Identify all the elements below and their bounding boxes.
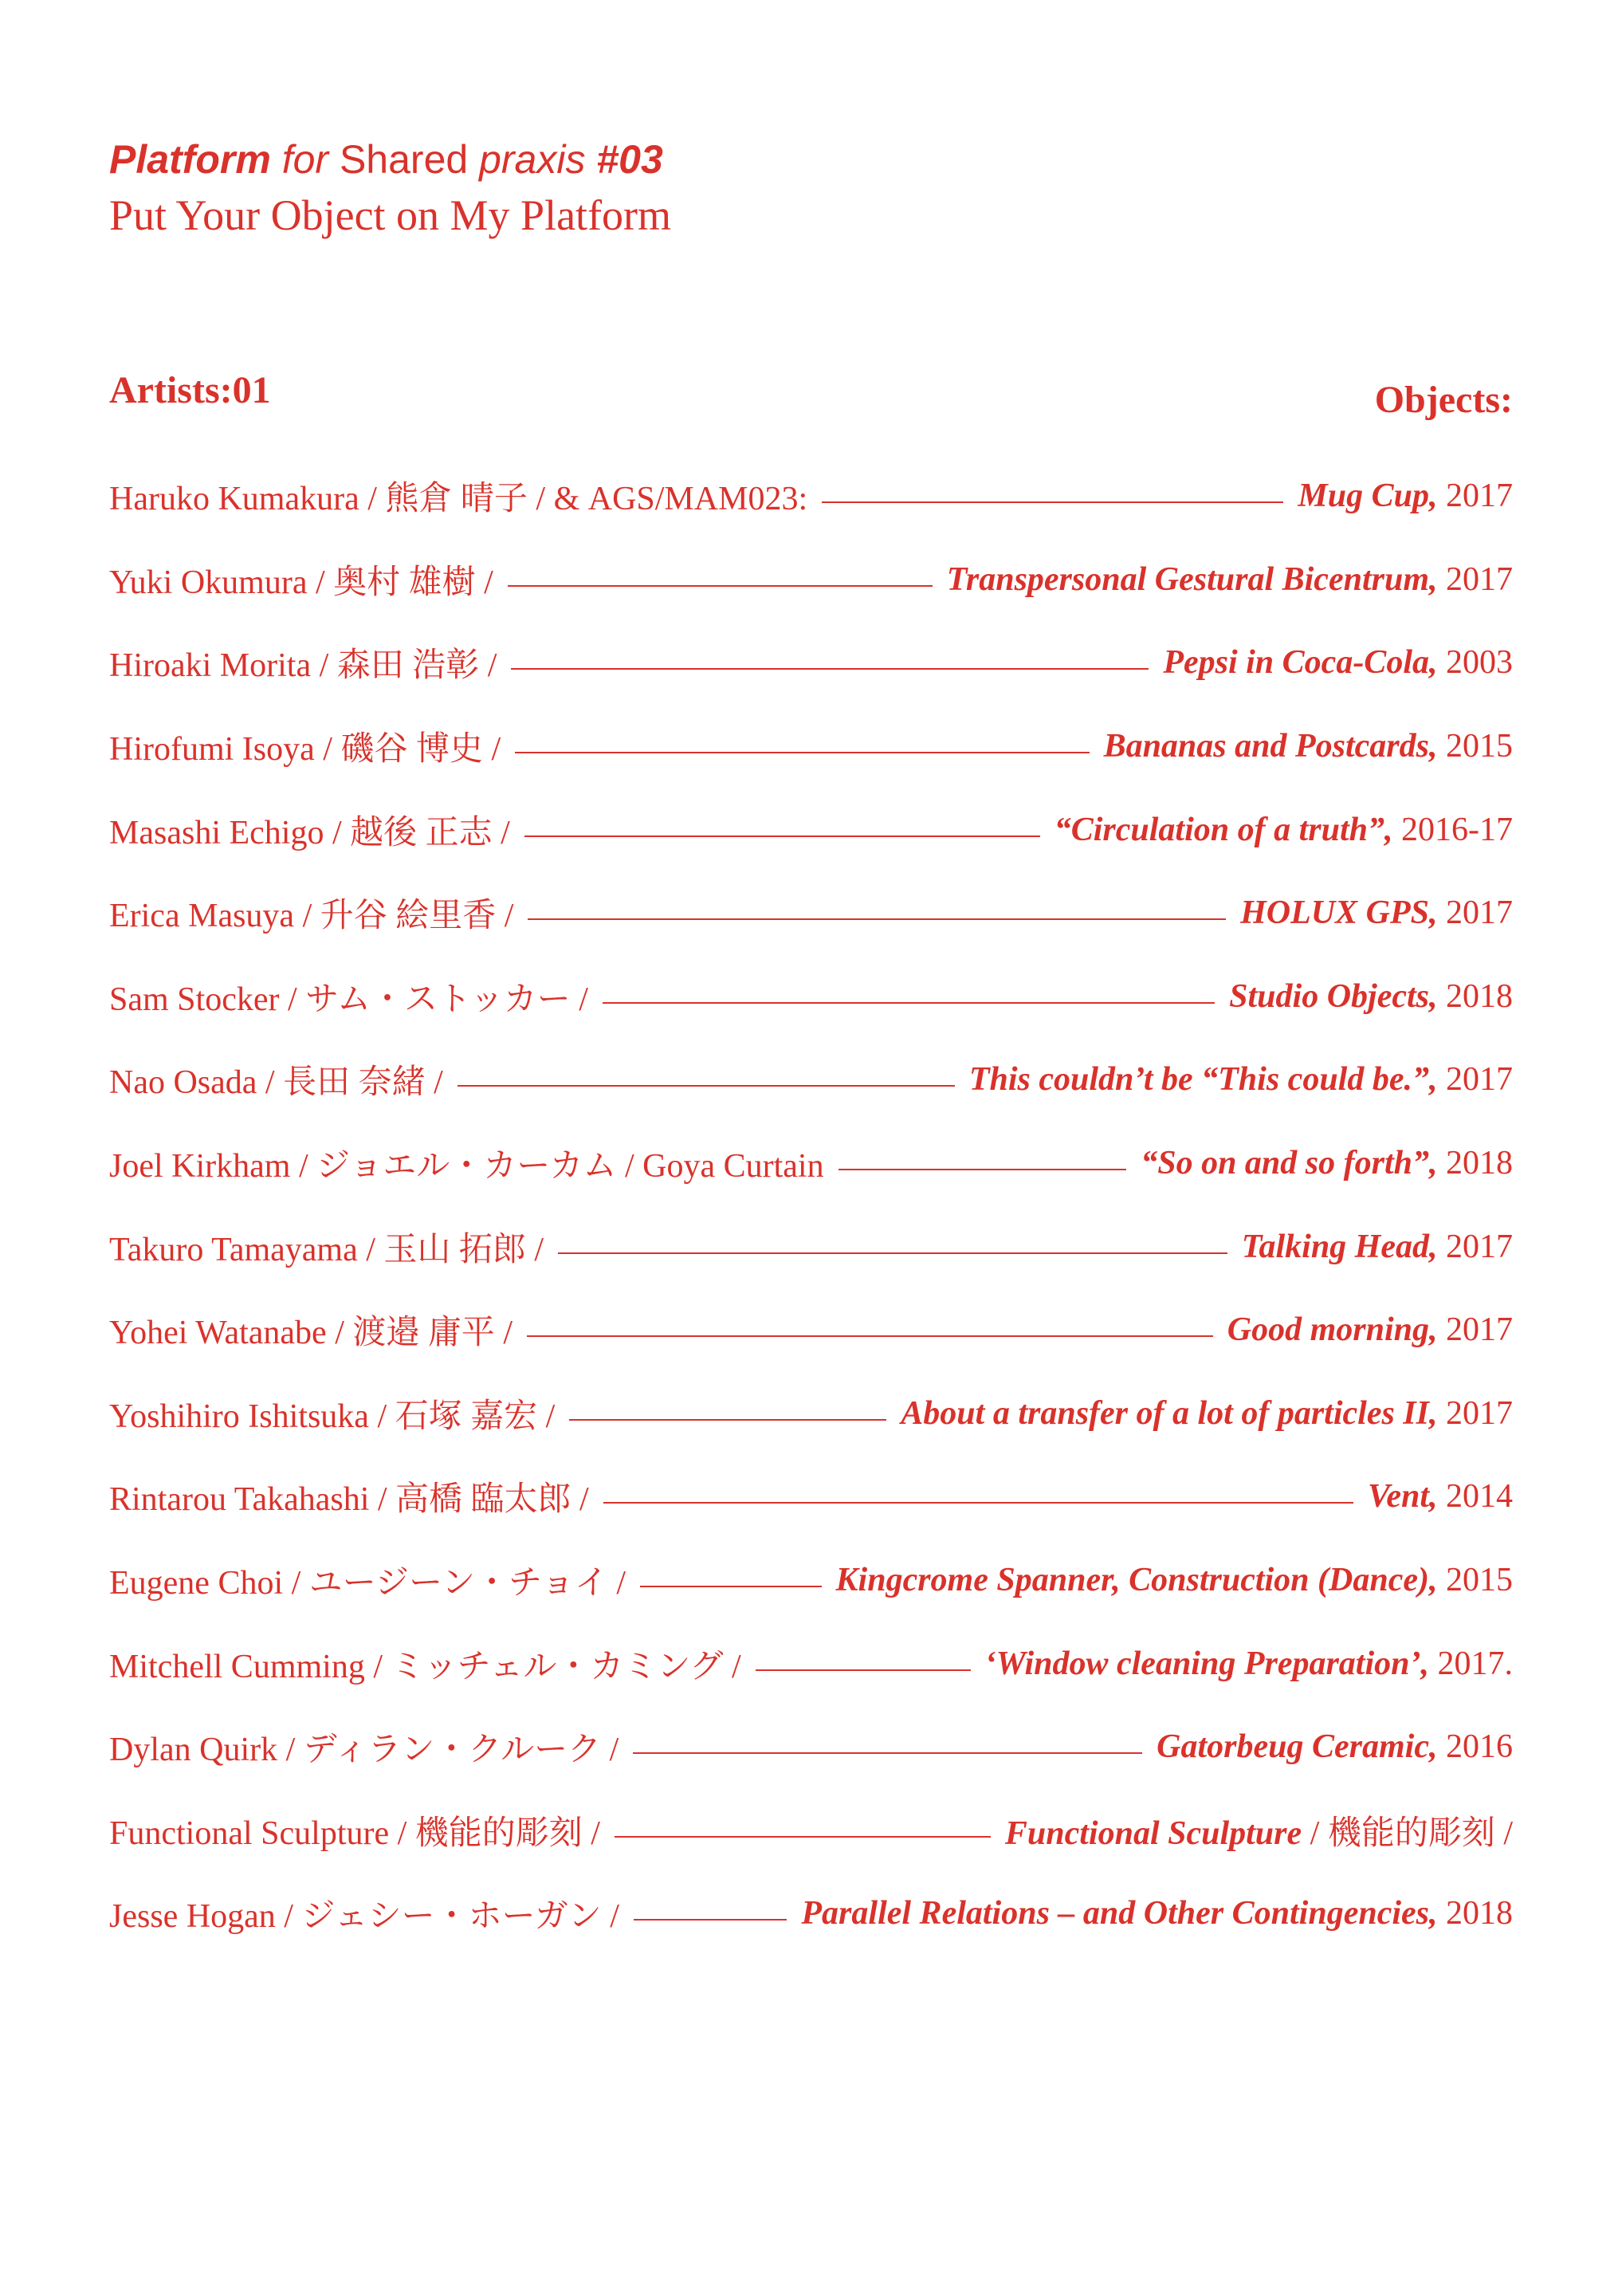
- object-year: 2017: [1437, 1228, 1513, 1265]
- artist-name: Eugene Choi / ユージーン・チョイ /: [109, 1565, 626, 1602]
- artist-name: Functional Sculpture / 機能的彫刻 /: [109, 1814, 600, 1852]
- object-year: 2016-17: [1392, 811, 1513, 848]
- list-row: [109, 1288, 1513, 1372]
- artist-name: Yohei Watanabe / 渡邉 庸平 /: [109, 1315, 513, 1352]
- object-entry: [1240, 894, 1513, 932]
- object-title: “Circulation of a truth”,: [1054, 811, 1393, 848]
- object-title: ‘Window cleaning Preparation’,: [984, 1645, 1429, 1682]
- artist-object-list: [109, 454, 1513, 1956]
- leader-line: [569, 1419, 886, 1421]
- list-row: [109, 1622, 1513, 1705]
- list-row: [109, 1038, 1513, 1122]
- leader-line: [603, 1502, 1353, 1504]
- object-title: Functional Sculpture: [1004, 1814, 1302, 1852]
- object-year: 2015: [1437, 728, 1513, 765]
- object-year: 2017: [1437, 1394, 1513, 1432]
- leader-line: [633, 1752, 1142, 1754]
- list-row: [109, 1122, 1513, 1205]
- object-entry: [801, 1894, 1513, 1932]
- list-row: [109, 1539, 1513, 1622]
- object-year: 2014: [1437, 1478, 1513, 1516]
- object-title: This couldn’t be “This could be.”,: [968, 1061, 1438, 1099]
- artist-name: Erica Masuya / 升谷 絵里香 /: [109, 898, 514, 935]
- object-entry: [836, 1561, 1513, 1599]
- object-year: 2017: [1437, 894, 1513, 932]
- title-word-platform: Platform: [109, 137, 271, 182]
- artist-name: Yoshihiro Ishitsuka / 石塚 嘉宏 /: [109, 1398, 556, 1435]
- object-title: “So on and so forth”,: [1141, 1145, 1438, 1182]
- object-title: Kingcrome Spanner, Construction (Dance),: [835, 1562, 1438, 1599]
- list-row: [109, 1372, 1513, 1456]
- list-row: [109, 955, 1513, 1039]
- artist-name: Rintarou Takahashi / 高橋 臨太郎 /: [109, 1481, 589, 1519]
- title-word-for: for: [270, 137, 340, 182]
- object-year: 2017: [1437, 560, 1513, 598]
- leader-line: [515, 752, 1089, 753]
- leader-line: [558, 1252, 1227, 1254]
- list-row: [109, 1789, 1513, 1873]
- list-row: [109, 621, 1513, 705]
- object-entry: [1141, 1144, 1513, 1182]
- object-title: Vent,: [1367, 1478, 1438, 1516]
- object-entry: [1298, 477, 1513, 515]
- object-entry: [947, 560, 1513, 599]
- artist-name: Mitchell Cumming / ミッチェル・カミング /: [109, 1648, 741, 1685]
- leader-line: [756, 1669, 971, 1671]
- exhibition-subtitle: Put Your Object on My Platform: [109, 191, 672, 239]
- object-year: 2017: [1437, 1311, 1513, 1349]
- object-title: Studio Objects,: [1229, 977, 1438, 1015]
- object-year: / 機能的彫刻 /: [1302, 1814, 1513, 1852]
- leader-line: [527, 1335, 1213, 1337]
- leader-line: [524, 835, 1040, 837]
- object-entry: [1368, 1477, 1513, 1516]
- list-row: [109, 1705, 1513, 1789]
- object-year: 2018: [1437, 1145, 1513, 1182]
- object-title: Talking Head,: [1241, 1228, 1438, 1265]
- list-row: [109, 454, 1513, 538]
- exhibition-title: [109, 132, 1512, 187]
- title-word-praxis: praxis: [479, 137, 586, 182]
- leader-line: [640, 1586, 822, 1587]
- artist-name: Hirofumi Isoya / 磯谷 博史 /: [109, 731, 501, 769]
- object-entry: [1054, 811, 1513, 849]
- artist-name: Hiroaki Morita / 森田 浩彰 /: [109, 647, 497, 685]
- leader-line: [634, 1919, 787, 1921]
- header: [109, 132, 1512, 243]
- object-entry: [1157, 1728, 1513, 1766]
- object-entry: [1104, 727, 1513, 765]
- object-year: 2015: [1437, 1562, 1513, 1599]
- list-row: [109, 1872, 1513, 1956]
- leader-line: [511, 668, 1149, 670]
- artist-name: Haruko Kumakura / 熊倉 晴子 / & AGS/MAM023:: [109, 481, 808, 518]
- artist-name: Masashi Echigo / 越後 正志 /: [109, 814, 510, 851]
- artist-name: Takuro Tamayama / 玉山 拓郎 /: [109, 1231, 544, 1268]
- leader-line: [838, 1169, 1127, 1170]
- artist-name: Nao Osada / 長田 奈緒 /: [109, 1064, 443, 1102]
- artist-name: Yuki Okumura / 奥村 雄樹 /: [109, 564, 493, 601]
- object-year: 2003: [1437, 644, 1513, 682]
- leader-line: [615, 1836, 991, 1838]
- object-year: 2017: [1437, 1061, 1513, 1099]
- list-row: [109, 705, 1513, 788]
- object-title: Pepsi in Coca-Cola,: [1163, 644, 1438, 682]
- object-year: 2016: [1437, 1728, 1513, 1766]
- object-title: Gatorbeug Ceramic,: [1157, 1728, 1438, 1766]
- artists-label: Artists:01: [109, 369, 271, 411]
- object-entry: [1229, 977, 1513, 1016]
- object-entry: [985, 1645, 1513, 1683]
- leader-line: [528, 918, 1226, 920]
- object-title: Mug Cup,: [1298, 478, 1438, 515]
- title-word-shared: Shared: [339, 137, 480, 182]
- object-title: Bananas and Postcards,: [1103, 728, 1438, 765]
- list-header: [109, 368, 1513, 424]
- leader-line: [822, 501, 1283, 503]
- object-title: HOLUX GPS,: [1240, 894, 1438, 932]
- artist-name: Joel Kirkham / ジョエル・カーカム / Goya Curtain: [109, 1148, 824, 1185]
- object-entry: [1242, 1228, 1513, 1266]
- artist-name: Dylan Quirk / ディラン・クルーク /: [109, 1732, 619, 1769]
- object-year: 2018: [1437, 977, 1513, 1015]
- list-row: [109, 538, 1513, 622]
- artist-name: Jesse Hogan / ジェシー・ホーガン /: [109, 1898, 619, 1936]
- object-title: Good morning,: [1227, 1311, 1438, 1349]
- objects-label: Objects:: [1374, 379, 1513, 421]
- leader-line: [458, 1085, 955, 1087]
- leader-line: [603, 1002, 1215, 1004]
- title-number: #03: [585, 137, 663, 182]
- artist-name: Sam Stocker / サム・ストッカー /: [109, 981, 588, 1018]
- object-entry: [901, 1394, 1513, 1433]
- object-year: 2017.: [1429, 1645, 1513, 1682]
- list-row: [109, 1455, 1513, 1539]
- object-entry: [969, 1060, 1513, 1099]
- object-title: About a transfer of a lot of particles II,: [901, 1394, 1438, 1432]
- object-year: 2017: [1437, 478, 1513, 515]
- object-year: 2018: [1437, 1895, 1513, 1932]
- list-row: [109, 1205, 1513, 1288]
- leader-line: [508, 585, 933, 587]
- object-title: Transpersonal Gestural Bicentrum,: [946, 560, 1438, 598]
- object-entry: [1005, 1807, 1513, 1854]
- object-entry: [1227, 1311, 1513, 1349]
- object-title: Parallel Relations – and Other Contingencies,: [801, 1895, 1438, 1932]
- list-row: [109, 871, 1513, 955]
- list-row: [109, 788, 1513, 871]
- object-entry: [1163, 643, 1513, 682]
